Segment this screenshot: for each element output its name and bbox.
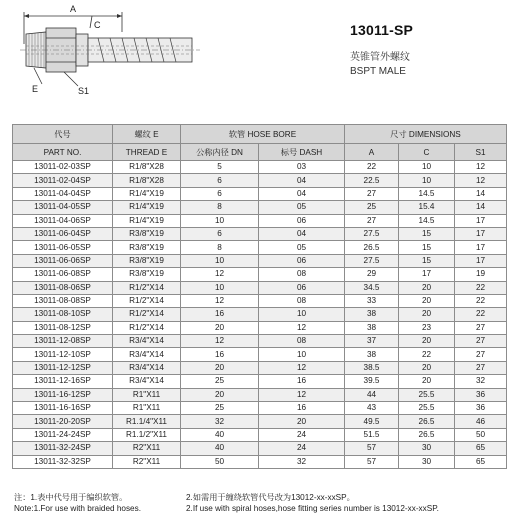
header-part-no-en: PART NO. <box>13 144 113 161</box>
cell-dim-a: 29 <box>345 268 399 281</box>
table-row <box>13 335 507 348</box>
cell-thread: R3/4"X14 <box>113 361 181 374</box>
notes <box>12 492 512 514</box>
cell-part-no: 13011-04-06SP <box>13 214 113 227</box>
dimension-a-label: A <box>70 4 77 14</box>
cell-dn: 10 <box>181 254 259 267</box>
cell-part-no: 13011-12-12SP <box>13 361 113 374</box>
table-row <box>13 455 507 468</box>
cell-dim-c: 20 <box>399 294 455 307</box>
cell-dash: 04 <box>259 227 345 240</box>
cell-dn: 40 <box>181 442 259 455</box>
header-row-top <box>13 125 507 144</box>
cell-thread: R1/4"X19 <box>113 214 181 227</box>
cell-thread: R3/4"X14 <box>113 335 181 348</box>
header-dash: 标号 DASH <box>259 144 345 161</box>
header-thread-en: THREAD E <box>113 144 181 161</box>
cell-dim-a: 43 <box>345 402 399 415</box>
cell-dn: 16 <box>181 348 259 361</box>
cell-dash: 05 <box>259 241 345 254</box>
cell-dim-s1: 14 <box>455 201 507 214</box>
cell-part-no: 13011-08-12SP <box>13 321 113 334</box>
table-row <box>13 174 507 187</box>
cell-dash: 12 <box>259 321 345 334</box>
cell-part-no: 13011-16-12SP <box>13 388 113 401</box>
cell-dash: 24 <box>259 442 345 455</box>
bspt-male-fitting-diagram <box>18 4 208 96</box>
cell-part-no: 13011-06-04SP <box>13 227 113 240</box>
header-c: C <box>399 144 455 161</box>
cell-dim-s1: 17 <box>455 214 507 227</box>
cell-thread: R3/4"X14 <box>113 348 181 361</box>
description-chinese: 英锥管外螺纹 <box>350 52 410 63</box>
cell-dash: 04 <box>259 174 345 187</box>
cell-dn: 10 <box>181 281 259 294</box>
cell-dim-c: 15.4 <box>399 201 455 214</box>
cell-dim-a: 25 <box>345 201 399 214</box>
cell-dash: 12 <box>259 361 345 374</box>
cell-thread: R3/8"X19 <box>113 254 181 267</box>
part-series-title: 13011-SP <box>350 22 414 38</box>
cell-dn: 5 <box>181 161 259 174</box>
cell-part-no: 13011-32-24SP <box>13 442 113 455</box>
cell-part-no: 13011-16-16SP <box>13 402 113 415</box>
cell-dim-c: 15 <box>399 241 455 254</box>
cell-dim-a: 38.5 <box>345 361 399 374</box>
cell-part-no: 13011-02-04SP <box>13 174 113 187</box>
cell-thread: R1"X11 <box>113 402 181 415</box>
notes-chinese <box>12 492 512 503</box>
cell-dim-s1: 17 <box>455 254 507 267</box>
cell-dim-s1: 17 <box>455 241 507 254</box>
cell-dash: 04 <box>259 187 345 200</box>
cell-thread: R1/2"X14 <box>113 281 181 294</box>
table-row <box>13 442 507 455</box>
cell-dn: 6 <box>181 227 259 240</box>
cell-part-no: 13011-08-08SP <box>13 294 113 307</box>
cell-thread: R1/4"X19 <box>113 187 181 200</box>
cell-part-no: 13011-24-24SP <box>13 428 113 441</box>
table-row <box>13 308 507 321</box>
cell-dn: 40 <box>181 428 259 441</box>
fitting-drawing <box>18 4 208 96</box>
cell-dim-a: 22.5 <box>345 174 399 187</box>
cell-dim-c: 25.5 <box>399 402 455 415</box>
cell-dash: 06 <box>259 281 345 294</box>
cell-dash: 24 <box>259 428 345 441</box>
cell-thread: R3/4"X14 <box>113 375 181 388</box>
header-s1: S1 <box>455 144 507 161</box>
cell-dim-a: 27 <box>345 214 399 227</box>
cell-dash: 05 <box>259 201 345 214</box>
cell-dim-c: 20 <box>399 335 455 348</box>
cell-dim-s1: 17 <box>455 227 507 240</box>
cell-dim-c: 20 <box>399 308 455 321</box>
cell-dim-a: 26.5 <box>345 241 399 254</box>
header-dimensions: 尺寸 DIMENSIONS <box>345 125 507 144</box>
header-part-no-cn: 代号 <box>13 125 113 144</box>
table-row <box>13 294 507 307</box>
specification-table <box>12 124 507 469</box>
cell-dash: 10 <box>259 348 345 361</box>
cell-dim-c: 14.5 <box>399 187 455 200</box>
cell-dim-c: 17 <box>399 268 455 281</box>
cell-part-no: 13011-12-08SP <box>13 335 113 348</box>
cell-dim-a: 39.5 <box>345 375 399 388</box>
cell-dash: 32 <box>259 455 345 468</box>
c-leader-line <box>90 16 92 28</box>
cell-thread: R1/2"X14 <box>113 308 181 321</box>
cell-thread: R3/8"X19 <box>113 268 181 281</box>
cell-dim-c: 10 <box>399 174 455 187</box>
cell-part-no: 13011-08-10SP <box>13 308 113 321</box>
cell-dash: 08 <box>259 294 345 307</box>
cell-dim-c: 14.5 <box>399 214 455 227</box>
cell-dim-s1: 22 <box>455 281 507 294</box>
table-row <box>13 214 507 227</box>
table-row <box>13 388 507 401</box>
cell-part-no: 13011-32-32SP <box>13 455 113 468</box>
cell-dim-s1: 12 <box>455 161 507 174</box>
table-row <box>13 348 507 361</box>
cell-dash: 08 <box>259 335 345 348</box>
cell-thread: R2"X11 <box>113 455 181 468</box>
cell-dim-s1: 65 <box>455 455 507 468</box>
cell-dn: 6 <box>181 187 259 200</box>
cell-dn: 8 <box>181 201 259 214</box>
dimension-c-label: C <box>94 20 101 30</box>
cell-part-no: 13011-06-05SP <box>13 241 113 254</box>
header-dn: 公称内径 DN <box>181 144 259 161</box>
cell-dim-c: 25.5 <box>399 388 455 401</box>
cell-dim-a: 22 <box>345 161 399 174</box>
cell-dn: 8 <box>181 241 259 254</box>
cell-part-no: 13011-20-20SP <box>13 415 113 428</box>
cell-dim-c: 15 <box>399 227 455 240</box>
cell-dash: 16 <box>259 402 345 415</box>
table-row <box>13 268 507 281</box>
cell-dim-a: 57 <box>345 455 399 468</box>
e-leader-line <box>34 68 42 84</box>
cell-dim-a: 27.5 <box>345 254 399 267</box>
note-en-2: 2.If use with spiral hoses,hose fitting series number is 13012-xx-xxSP. <box>186 504 439 513</box>
cell-dim-a: 33 <box>345 294 399 307</box>
cell-dim-a: 27.5 <box>345 227 399 240</box>
cell-dn: 25 <box>181 375 259 388</box>
cell-dim-s1: 27 <box>455 348 507 361</box>
cell-dim-c: 20 <box>399 361 455 374</box>
cell-thread: R1.1/2"X11 <box>113 428 181 441</box>
table-body <box>13 161 507 469</box>
cell-dim-c: 15 <box>399 254 455 267</box>
cell-thread: R2"X11 <box>113 442 181 455</box>
cell-part-no: 13011-02-03SP <box>13 161 113 174</box>
cell-dn: 50 <box>181 455 259 468</box>
cell-dim-a: 49.5 <box>345 415 399 428</box>
cell-dim-a: 38 <box>345 308 399 321</box>
cell-dim-c: 26.5 <box>399 428 455 441</box>
cell-dim-s1: 22 <box>455 308 507 321</box>
cell-dash: 10 <box>259 308 345 321</box>
hex-s1-label: S1 <box>78 86 90 96</box>
table-row <box>13 201 507 214</box>
cell-thread: R3/8"X19 <box>113 241 181 254</box>
cell-part-no: 13011-12-10SP <box>13 348 113 361</box>
table-row <box>13 241 507 254</box>
cell-dim-s1: 46 <box>455 415 507 428</box>
table-row <box>13 428 507 441</box>
cell-part-no: 13011-04-04SP <box>13 187 113 200</box>
cell-dim-s1: 32 <box>455 375 507 388</box>
header-row-bottom <box>13 144 507 161</box>
cell-dim-s1: 36 <box>455 388 507 401</box>
cell-part-no: 13011-06-08SP <box>13 268 113 281</box>
table-row <box>13 187 507 200</box>
cell-part-no: 13011-12-16SP <box>13 375 113 388</box>
cell-dim-c: 23 <box>399 321 455 334</box>
cell-dn: 20 <box>181 321 259 334</box>
cell-dn: 32 <box>181 415 259 428</box>
cell-part-no: 13011-08-06SP <box>13 281 113 294</box>
cell-dim-s1: 50 <box>455 428 507 441</box>
notes-english <box>12 503 512 514</box>
cell-thread: R1/2"X14 <box>113 294 181 307</box>
cell-dash: 20 <box>259 415 345 428</box>
cell-dn: 20 <box>181 361 259 374</box>
cell-dim-s1: 22 <box>455 294 507 307</box>
thread-e-label: E <box>32 84 39 94</box>
cell-part-no: 13011-04-05SP <box>13 201 113 214</box>
cell-dim-s1: 27 <box>455 321 507 334</box>
table-row <box>13 161 507 174</box>
cell-dash: 03 <box>259 161 345 174</box>
cell-dn: 20 <box>181 388 259 401</box>
cell-dn: 25 <box>181 402 259 415</box>
cell-thread: R1/4"X19 <box>113 201 181 214</box>
cell-dim-s1: 19 <box>455 268 507 281</box>
note-cn-2: 2.如需用于缠绕软管代号改为13012-xx-xxSP。 <box>186 493 355 502</box>
cell-dash: 12 <box>259 388 345 401</box>
cell-thread: R3/8"X19 <box>113 227 181 240</box>
title-block <box>350 22 510 77</box>
table-row <box>13 415 507 428</box>
note-cn-1: 注：1.表中代号用于编织软管。 <box>14 493 128 502</box>
cell-dim-c: 10 <box>399 161 455 174</box>
table-row <box>13 402 507 415</box>
s1-leader-line <box>64 72 78 86</box>
cell-dim-c: 22 <box>399 348 455 361</box>
table-row <box>13 321 507 334</box>
header-a: A <box>345 144 399 161</box>
cell-dim-c: 20 <box>399 375 455 388</box>
cell-dim-c: 20 <box>399 281 455 294</box>
cell-dim-s1: 36 <box>455 402 507 415</box>
cell-dim-c: 30 <box>399 455 455 468</box>
cell-dn: 12 <box>181 335 259 348</box>
cell-dim-a: 34.5 <box>345 281 399 294</box>
header-thread-cn: 螺纹 E <box>113 125 181 144</box>
cell-dim-a: 57 <box>345 442 399 455</box>
cell-dim-a: 37 <box>345 335 399 348</box>
cell-thread: R1/8"X28 <box>113 161 181 174</box>
description-english: BSPT MALE <box>350 66 406 77</box>
cell-dn: 10 <box>181 214 259 227</box>
cell-dim-s1: 14 <box>455 187 507 200</box>
cell-dim-a: 38 <box>345 348 399 361</box>
cell-dn: 16 <box>181 308 259 321</box>
cell-dim-a: 27 <box>345 187 399 200</box>
table-row <box>13 254 507 267</box>
note-en-1: Note:1.For use with braided hoses. <box>14 504 141 513</box>
cell-dim-c: 30 <box>399 442 455 455</box>
cell-dn: 12 <box>181 268 259 281</box>
cell-dash: 06 <box>259 254 345 267</box>
cell-dim-s1: 27 <box>455 335 507 348</box>
cell-dim-s1: 12 <box>455 174 507 187</box>
table-row <box>13 361 507 374</box>
cell-thread: R1.1/4"X11 <box>113 415 181 428</box>
table-row <box>13 375 507 388</box>
cell-dash: 06 <box>259 214 345 227</box>
cell-dim-s1: 27 <box>455 361 507 374</box>
cell-dn: 6 <box>181 174 259 187</box>
cell-dim-a: 44 <box>345 388 399 401</box>
cell-dash: 08 <box>259 268 345 281</box>
cell-dim-s1: 65 <box>455 442 507 455</box>
cell-thread: R1/8"X28 <box>113 174 181 187</box>
table-row <box>13 281 507 294</box>
cell-thread: R1/2"X14 <box>113 321 181 334</box>
cell-dash: 16 <box>259 375 345 388</box>
table-row <box>13 227 507 240</box>
cell-dim-a: 51.5 <box>345 428 399 441</box>
cell-dim-a: 38 <box>345 321 399 334</box>
header-hose-bore: 软管 HOSE BORE <box>181 125 345 144</box>
cell-dn: 12 <box>181 294 259 307</box>
cell-thread: R1"X11 <box>113 388 181 401</box>
cell-part-no: 13011-06-06SP <box>13 254 113 267</box>
cell-dim-c: 26.5 <box>399 415 455 428</box>
